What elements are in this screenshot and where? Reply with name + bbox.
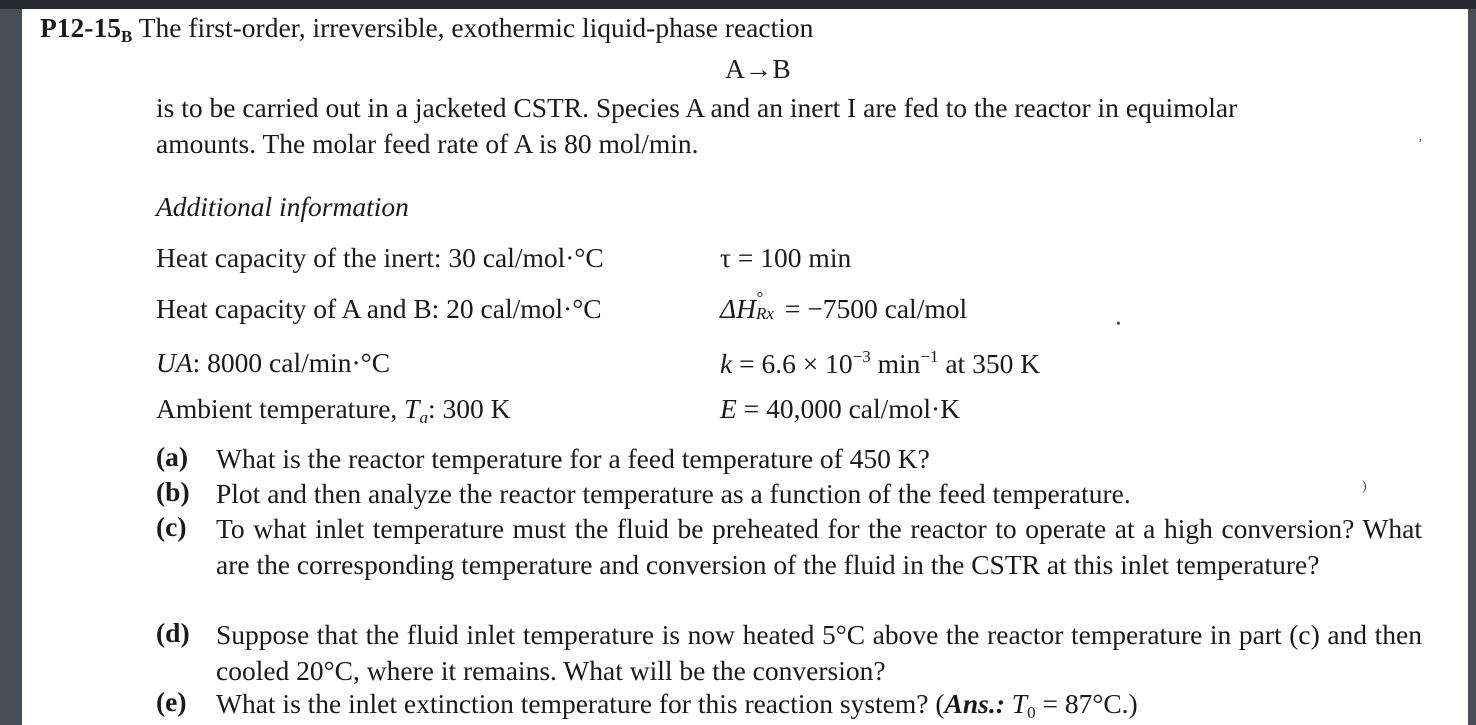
rate-constant: $k = 6.6 \times 10^{-3}$ $\min^{-1}$ at 350 K — [720, 347, 1041, 379]
reaction-equation: A→B — [725, 53, 791, 84]
scan-mark: • — [1116, 317, 1121, 332]
problem-number: $P12-15_B$ — [40, 12, 133, 46]
answer-e: (Ans.: T0 = 87°C.) — [935, 688, 1138, 722]
document-page: $P12-15_B$ The first-order, irreversible, exothermic liquid-phase reaction A→B is to be carried out in a jacketed CSTR. Species A and an inert I are fed to the reactor in equimolar amounts. The molar feed rate of A is 80 mol/min. Additional information Heat capacity of the inert: 30 cal/mol·°C Heat capacity of A and B: 20 cal/mol·°C UA: 8000 cal/min·°C Ambient temperature, Ta: 300 K τ = 100 min ΔH ° Rx = −7500 cal/mol $k = 6.6 \times 10^{-3}$ $\min^{-1}$ at 350 K E = 40,000 cal/mol·K (a) What is the reactor temperature for a feed temperature of 450 K? (b) Plot and then analyze the reactor temperature as a function of the feed temperature. (c) To what inlet temperature must the fluid be preheated for the reactor to operate at a high conversion? What are the corresponding temperature and conversion of the fluid in the CSTR at this inlet temperature? (d) Suppose that the fluid inlet temperature is now heated 5°C above the reactor temperature in part (c) and then cooled 20°C, where it remains. What will be the conversion? (e) What is the inlet extinction temperature for this reaction system? (Ans.: T0 = 87°C.) ’ • ) — [22, 9, 1468, 725]
additional-info-heading: Additional information — [156, 191, 409, 222]
tau-value: τ = 100 min — [720, 242, 852, 273]
problem-title-line — [40, 12, 813, 47]
problem-title: The first-order, irreversible, exothermic liquid-phase reaction — [138, 12, 814, 43]
ua-value: UA: 8000 cal/min·°C — [156, 347, 391, 378]
ab-heat-capacity: Heat capacity of A and B: 20 cal/mol·°C — [156, 293, 602, 324]
problem-paragraph-line-1: is to be carried out in a jacketed CSTR. Species A and an inert I are fed to the reactor in equimolar — [156, 92, 1238, 123]
right-margin-bar — [1468, 9, 1476, 725]
left-margin-bar — [0, 9, 22, 725]
ambient-temperature: Ambient temperature, Ta: 300 K — [156, 393, 511, 427]
scan-mark: ) — [1362, 479, 1367, 494]
top-bar — [0, 0, 1476, 9]
delta-h-rx: ΔH ° Rx = −7500 cal/mol — [720, 288, 968, 324]
inert-heat-capacity: Heat capacity of the inert: 30 cal/mol·°C — [156, 242, 604, 273]
problem-paragraph-line-2: amounts. The molar feed rate of A is 80 mol/min. — [156, 128, 699, 159]
activation-energy: E = 40,000 cal/mol·K — [720, 393, 961, 424]
scan-mark: ’ — [1418, 137, 1423, 152]
